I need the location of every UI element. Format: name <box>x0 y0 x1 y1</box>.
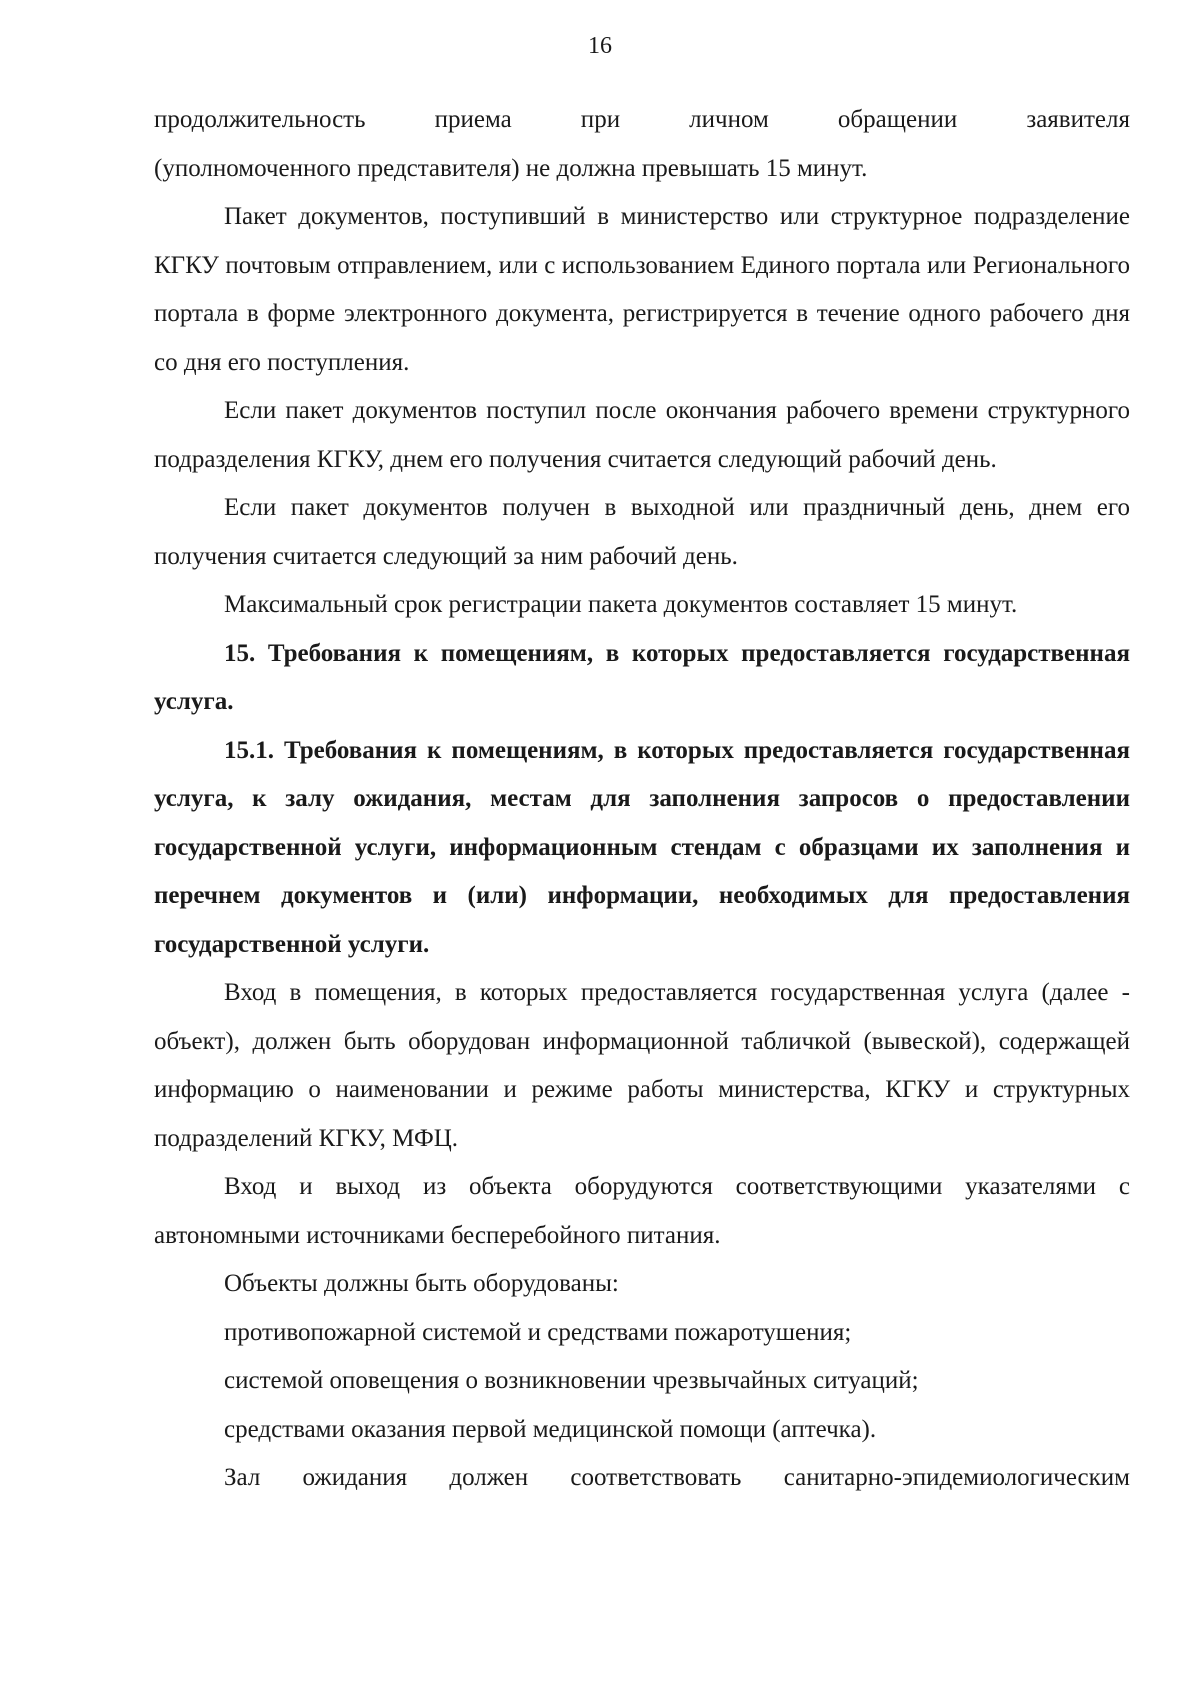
paragraph-continuation-line1: продолжительность приема при личном обращении заявителя <box>154 106 1130 133</box>
paragraph-objects-equipped: Объекты должны быть оборудованы: <box>224 1270 619 1297</box>
paragraph-max-registration-time: Максимальный срок регистрации пакета документов составляет 15 минут. <box>224 591 1018 618</box>
section-heading-15: 15. Требования к помещениям, в которых предоставляется государственная услуга. <box>154 639 1130 715</box>
paragraph-continuation-line2: (уполномоченного представителя) не должна превышать 15 минут. <box>154 154 868 182</box>
paragraph-waiting-hall: Зал ожидания должен соответствовать санитарно-эпидемиологическим <box>224 1464 1130 1491</box>
paragraph-entrance-exit-signs: Вход и выход из объекта оборудуются соответствующими указателями с автономными источниками бесперебойного питания. <box>154 1173 1130 1249</box>
paragraph-after-hours: Если пакет документов поступил после окончания рабочего времени структурного подразделения КГКУ, днем его получения считается следующий рабочий день. <box>154 397 1130 473</box>
section-heading-15-1: 15.1. Требования к помещениям, в которых предоставляется государственная услуга, к залу ожидания, местам для заполнения запросов о предоставлении государственной услуги, информационным стендам с образцами их заполнения и перечнем документов и (или) информации, необходимых для предоставления государственной услуги. <box>154 736 1130 958</box>
document-body <box>154 96 1130 1503</box>
paragraph-entrance-sign: Вход в помещения, в которых предоставляется государственная услуга (далее - объект), должен быть оборудован информационной табличкой (вывеской), содержащей информацию о наименовании и режиме работы министерства, КГКУ и структурных подразделений КГКУ, МФЦ. <box>154 979 1130 1152</box>
list-item-fire-system: противопожарной системой и средствами пожаротушения; <box>224 1318 852 1346</box>
paragraph-package-registration: Пакет документов, поступивший в министерство или структурное подразделение КГКУ почтовым отправлением, или с использованием Единого портала или Регионального портала в форме электронного документа, регистрируется в течение одного рабочего дня со дня его поступления. <box>154 203 1130 376</box>
page-number: 16 <box>588 33 612 59</box>
list-item-emergency-alert: системой оповещения о возникновении чрезвычайных ситуаций; <box>224 1367 919 1394</box>
list-item-first-aid: средствами оказания первой медицинской помощи (аптечка). <box>224 1415 877 1443</box>
paragraph-holiday: Если пакет документов получен в выходной или праздничный день, днем его получения считается следующий за ним рабочий день. <box>154 494 1130 570</box>
